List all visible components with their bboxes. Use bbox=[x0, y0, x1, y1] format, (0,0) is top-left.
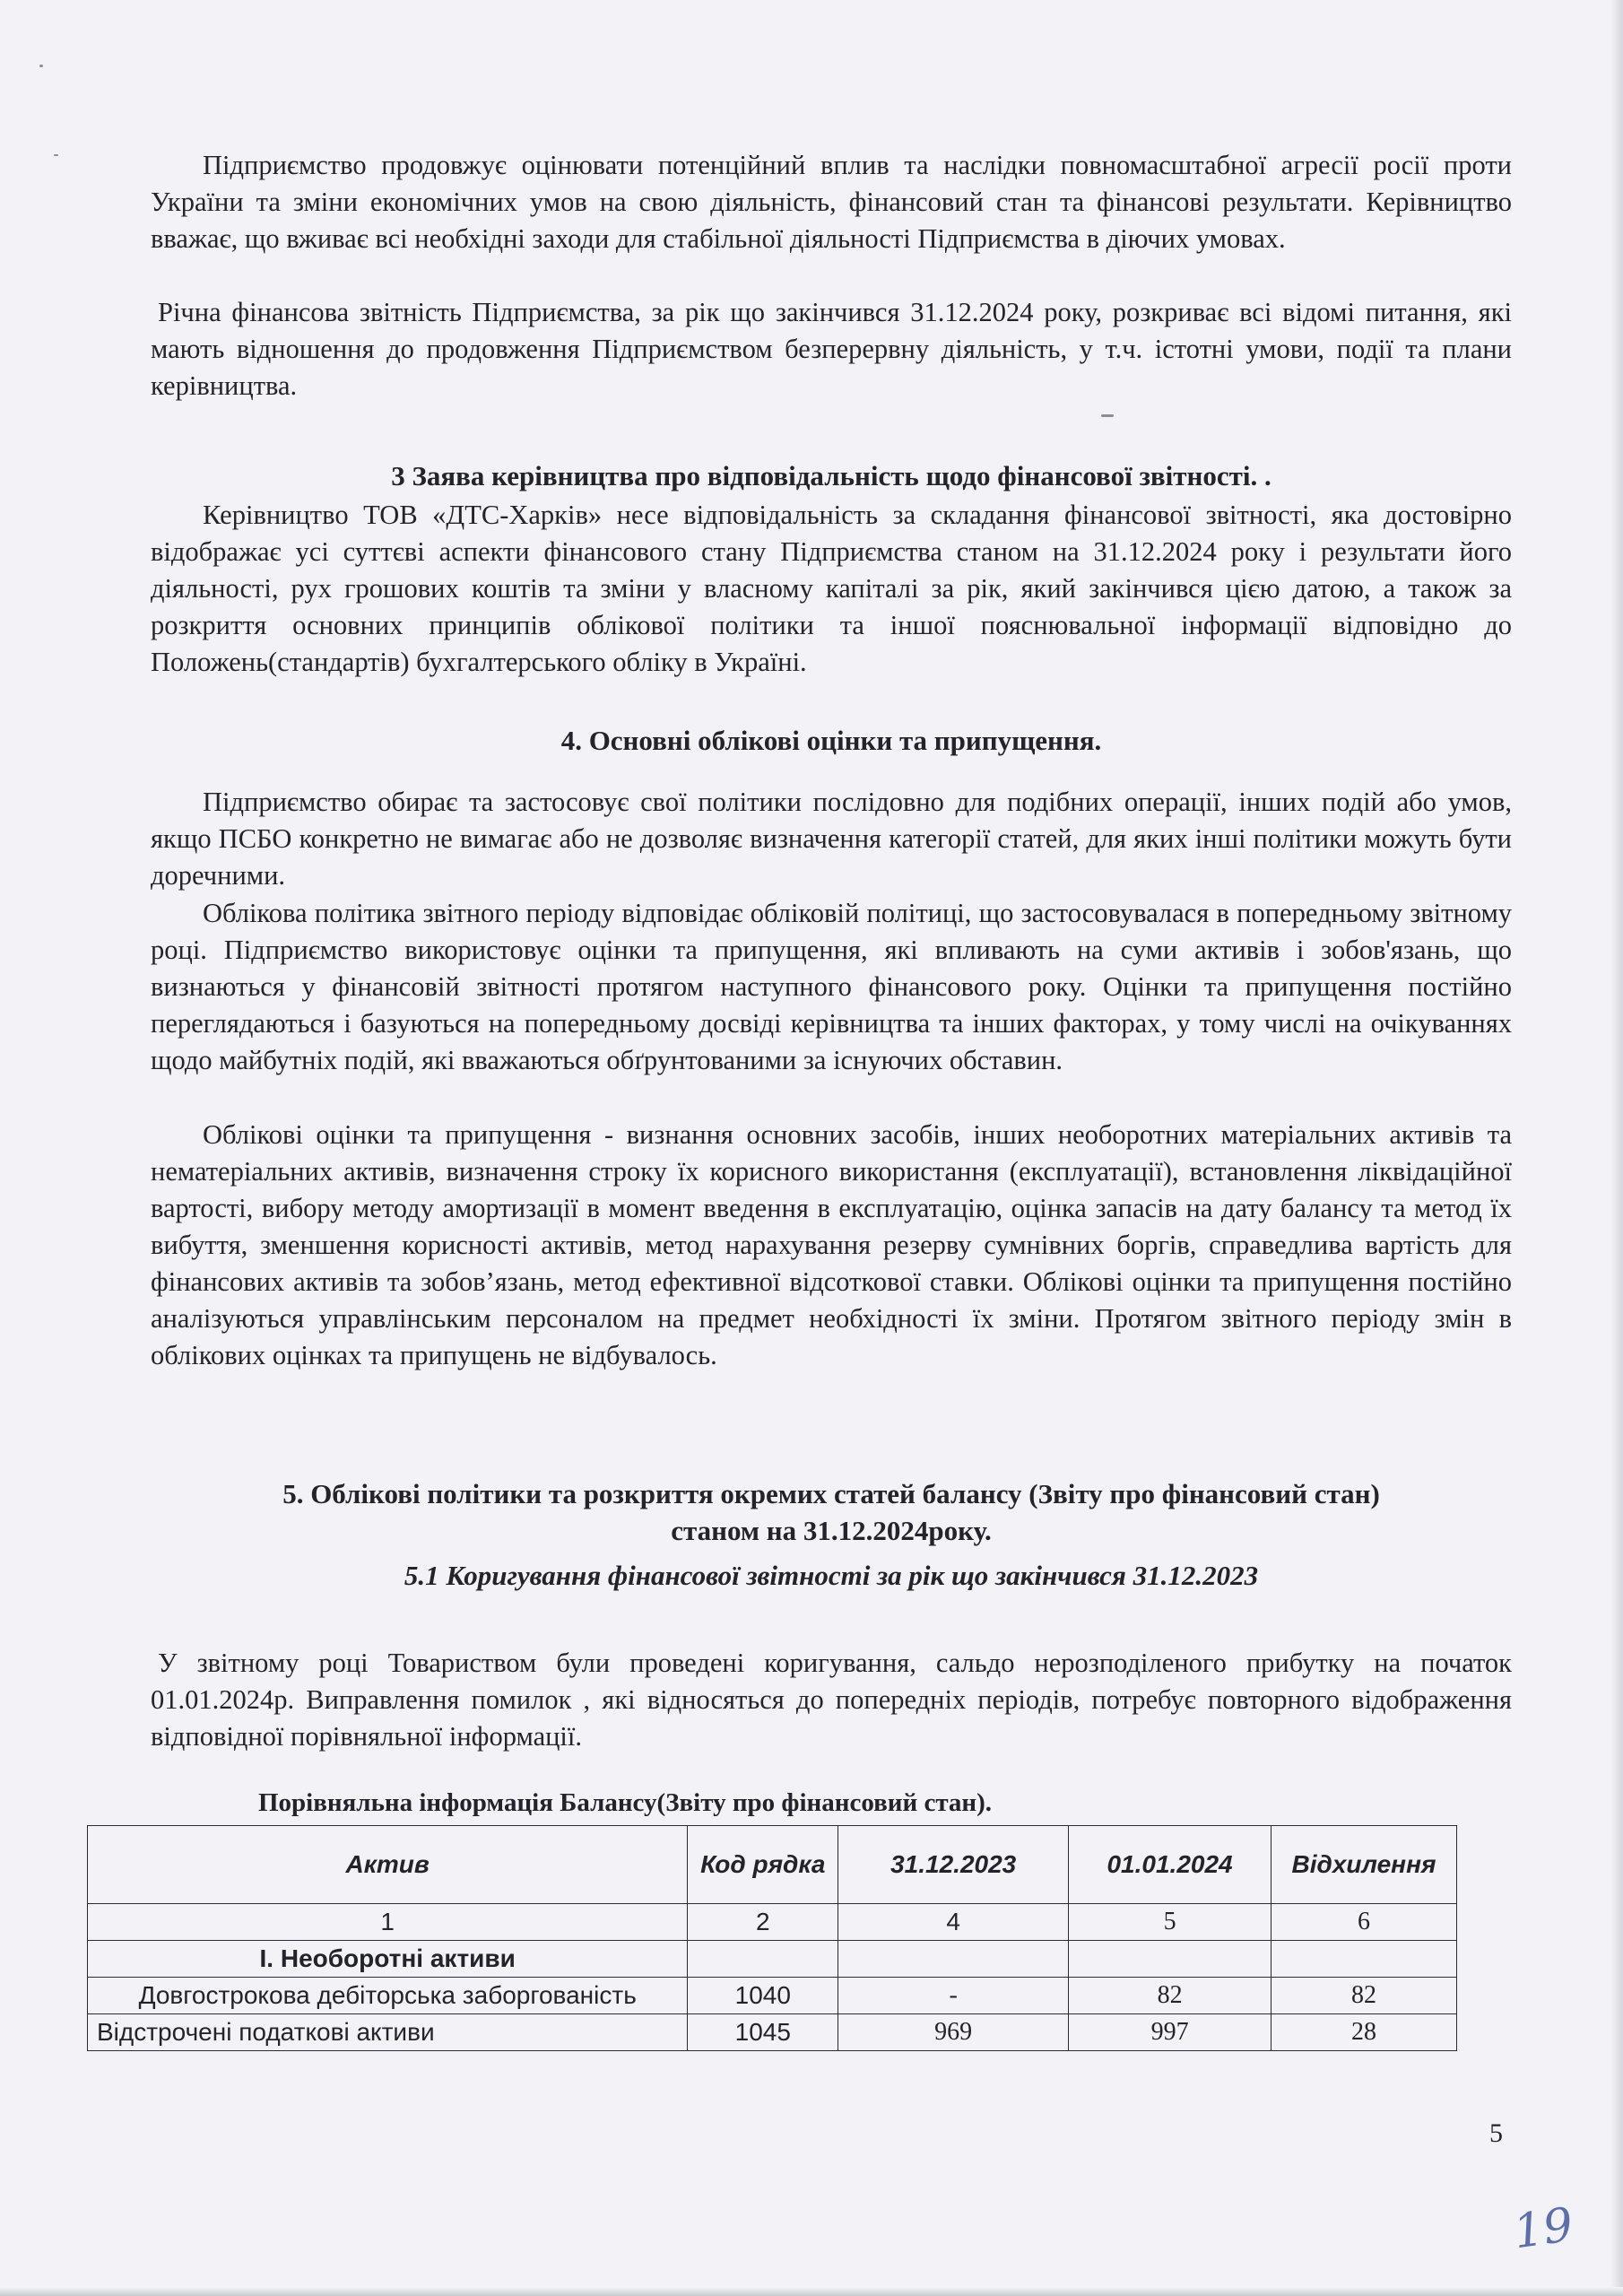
paragraph-accounting-policy: Облікова політика звітного періоду відповідає обліковій політиці, що застосовувалася в попередньому звітному році. Підприємство використовує оцінки та припущення, які впливають на суми активів і зобов'язань, що визнаються у фінансовій звітності протягом наступного фінансового року. Оцінки та припущення постійно переглядаються і базуються на попередньому досвіді керівництва та інших факторах, у тому числі на очікуваннях щодо майбутніх подій, які вважаються обґрунтованими за існуючих обставин. bbox=[151, 898, 1512, 1075]
heading-corrections: 5.1 Коригування фінансової звітності за рік що закінчився 31.12.2023 bbox=[404, 1560, 1259, 1591]
empty-cell bbox=[1271, 1941, 1457, 1978]
table-numbering-row bbox=[88, 1904, 1457, 1941]
paragraph-policies-consistency: Підприємство обирає та застосовує свої політики послідовно для подібних операції, інших подій або умов, якщо ПСБО конкретно не вимагає або не дозволяє визначення категорії статей, для яких інші політики можуть бути доречними. bbox=[151, 787, 1512, 891]
header-deviation: Відхилення bbox=[1271, 1826, 1457, 1904]
row-name: Відстрочені податкові активи bbox=[88, 2014, 688, 2051]
scan-speck bbox=[1101, 414, 1114, 417]
scan-bottom-shadow bbox=[0, 2287, 1623, 2296]
row-code: 1045 bbox=[688, 2014, 838, 2051]
scan-edge-shadow bbox=[1610, 0, 1623, 2296]
row-value-2024: 997 bbox=[1069, 2014, 1271, 2051]
heading-balance-date: станом на 31.12.2024року. bbox=[671, 1515, 992, 1546]
column-number: 1 bbox=[88, 1904, 688, 1941]
paragraph-war-impact: Підприємство продовжує оцінювати потенційний вплив та наслідки повномасштабної агресії росії проти України та зміни економічних умов на свою діяльність, фінансовий стан та фінансові результати. Керівництво вважає, що вживає всі необхідні заходи для стабільної діяльності Підприємства в діючих умовах. bbox=[151, 150, 1512, 254]
table-section-row bbox=[88, 1941, 1457, 1978]
heading-management-statement: 3 Заява керівництва про відповідальність щодо фінансової звітності. . bbox=[391, 460, 1271, 491]
empty-cell bbox=[838, 1941, 1069, 1978]
scan-speck bbox=[54, 154, 58, 156]
paragraph-annual-report: Річна фінансова звітність Підприємства, за рік що закінчився 31.12.2024 року, розкриває всі відомі питання, які мають відношення до продовження Підприємством безперервну діяльність, у т.ч. істотні умови, події та плани керівництва. bbox=[151, 297, 1512, 401]
column-number: 6 bbox=[1271, 1904, 1457, 1941]
paragraph-estimates-list: Облікові оцінки та припущення - визнання основних засобів, інших необоротних матеріальних активів та нематеріальних активів, визначення строку їх корисного використання (експлуатації), встановлення ліквідаційної вартості, вибору методу амортизації в момент введення в експлуатацію, оцінка запасів на дату балансу та метод їх вибуття, зменшення корисності активів, метод нарахування резерву сумнівних боргів, справедлива вартість для фінансових активів та зобов’язань, метод ефективної відсоткової ставки. Облікові оцінки та припущення постійно аналізуються управлінським персоналом на предмет необхідності їх зміни. Протягом звітного періоду змін в облікових оцінках та припущень не відбувалось. bbox=[151, 1119, 1512, 1370]
row-code: 1040 bbox=[688, 1978, 838, 2014]
row-value-2023: - bbox=[838, 1978, 1069, 2014]
table-caption: Порівняльна інформація Балансу(Звіту про фінансовий стан). bbox=[258, 1788, 993, 1817]
section-label: І. Необоротні активи bbox=[88, 1941, 688, 1978]
column-number: 5 bbox=[1069, 1904, 1271, 1941]
column-number: 2 bbox=[688, 1904, 838, 1941]
page-number: 5 bbox=[1489, 2118, 1503, 2148]
header-row-code: Код рядка bbox=[688, 1826, 838, 1904]
handwritten-sheet-number: 19 bbox=[1510, 2197, 1577, 2260]
empty-cell bbox=[1069, 1941, 1271, 1978]
header-date-2024: 01.01.2024 bbox=[1069, 1826, 1271, 1904]
table-row bbox=[88, 2014, 1457, 2051]
column-number: 4 bbox=[838, 1904, 1069, 1941]
table-row bbox=[88, 1978, 1457, 2014]
paragraph-corrections: У звітному році Товариством були проведені коригування, сальдо нерозподіленого прибутку на початок 01.01.2024р. Виправлення помилок , які відносяться до попередніх періодів, потребує повторного відображення відповідної порівняльної інформації. bbox=[151, 1648, 1512, 1752]
row-value-2024: 82 bbox=[1069, 1978, 1271, 2014]
heading-estimates: 4. Основні облікові оцінки та припущення. bbox=[560, 725, 1102, 756]
row-deviation: 82 bbox=[1271, 1978, 1457, 2014]
header-asset: Актив bbox=[88, 1826, 688, 1904]
scan-speck bbox=[39, 65, 43, 67]
paragraph-management-responsibility: Керівництво ТОВ «ДТС-Харків» несе відповідальність за складання фінансової звітності, яка достовірно відображає усі суттєві аспекти фінансового стану Підприємства станом на 31.12.2024 року і результати його діяльності, рух грошових коштів та зміни у власному капіталі за рік, який закінчився цією датою, а також за розкриття основних принципів облікової політики та іншої пояснювальної інформації відповідно до Положень(стандартів) бухгалтерського обліку в Україні. bbox=[151, 500, 1512, 677]
row-deviation: 28 bbox=[1271, 2014, 1457, 2051]
empty-cell bbox=[688, 1941, 838, 1978]
row-value-2023: 969 bbox=[838, 2014, 1069, 2051]
row-name: Довгострокова дебіторська заборгованість bbox=[88, 1978, 688, 2014]
heading-balance-policies: 5. Облікові політики та розкриття окремих статей балансу (Звіту про фінансовий стан) bbox=[282, 1478, 1380, 1509]
header-date-2023: 31.12.2023 bbox=[838, 1826, 1069, 1904]
table-header-row bbox=[88, 1826, 1457, 1904]
balance-comparison-table bbox=[87, 1825, 1457, 2051]
